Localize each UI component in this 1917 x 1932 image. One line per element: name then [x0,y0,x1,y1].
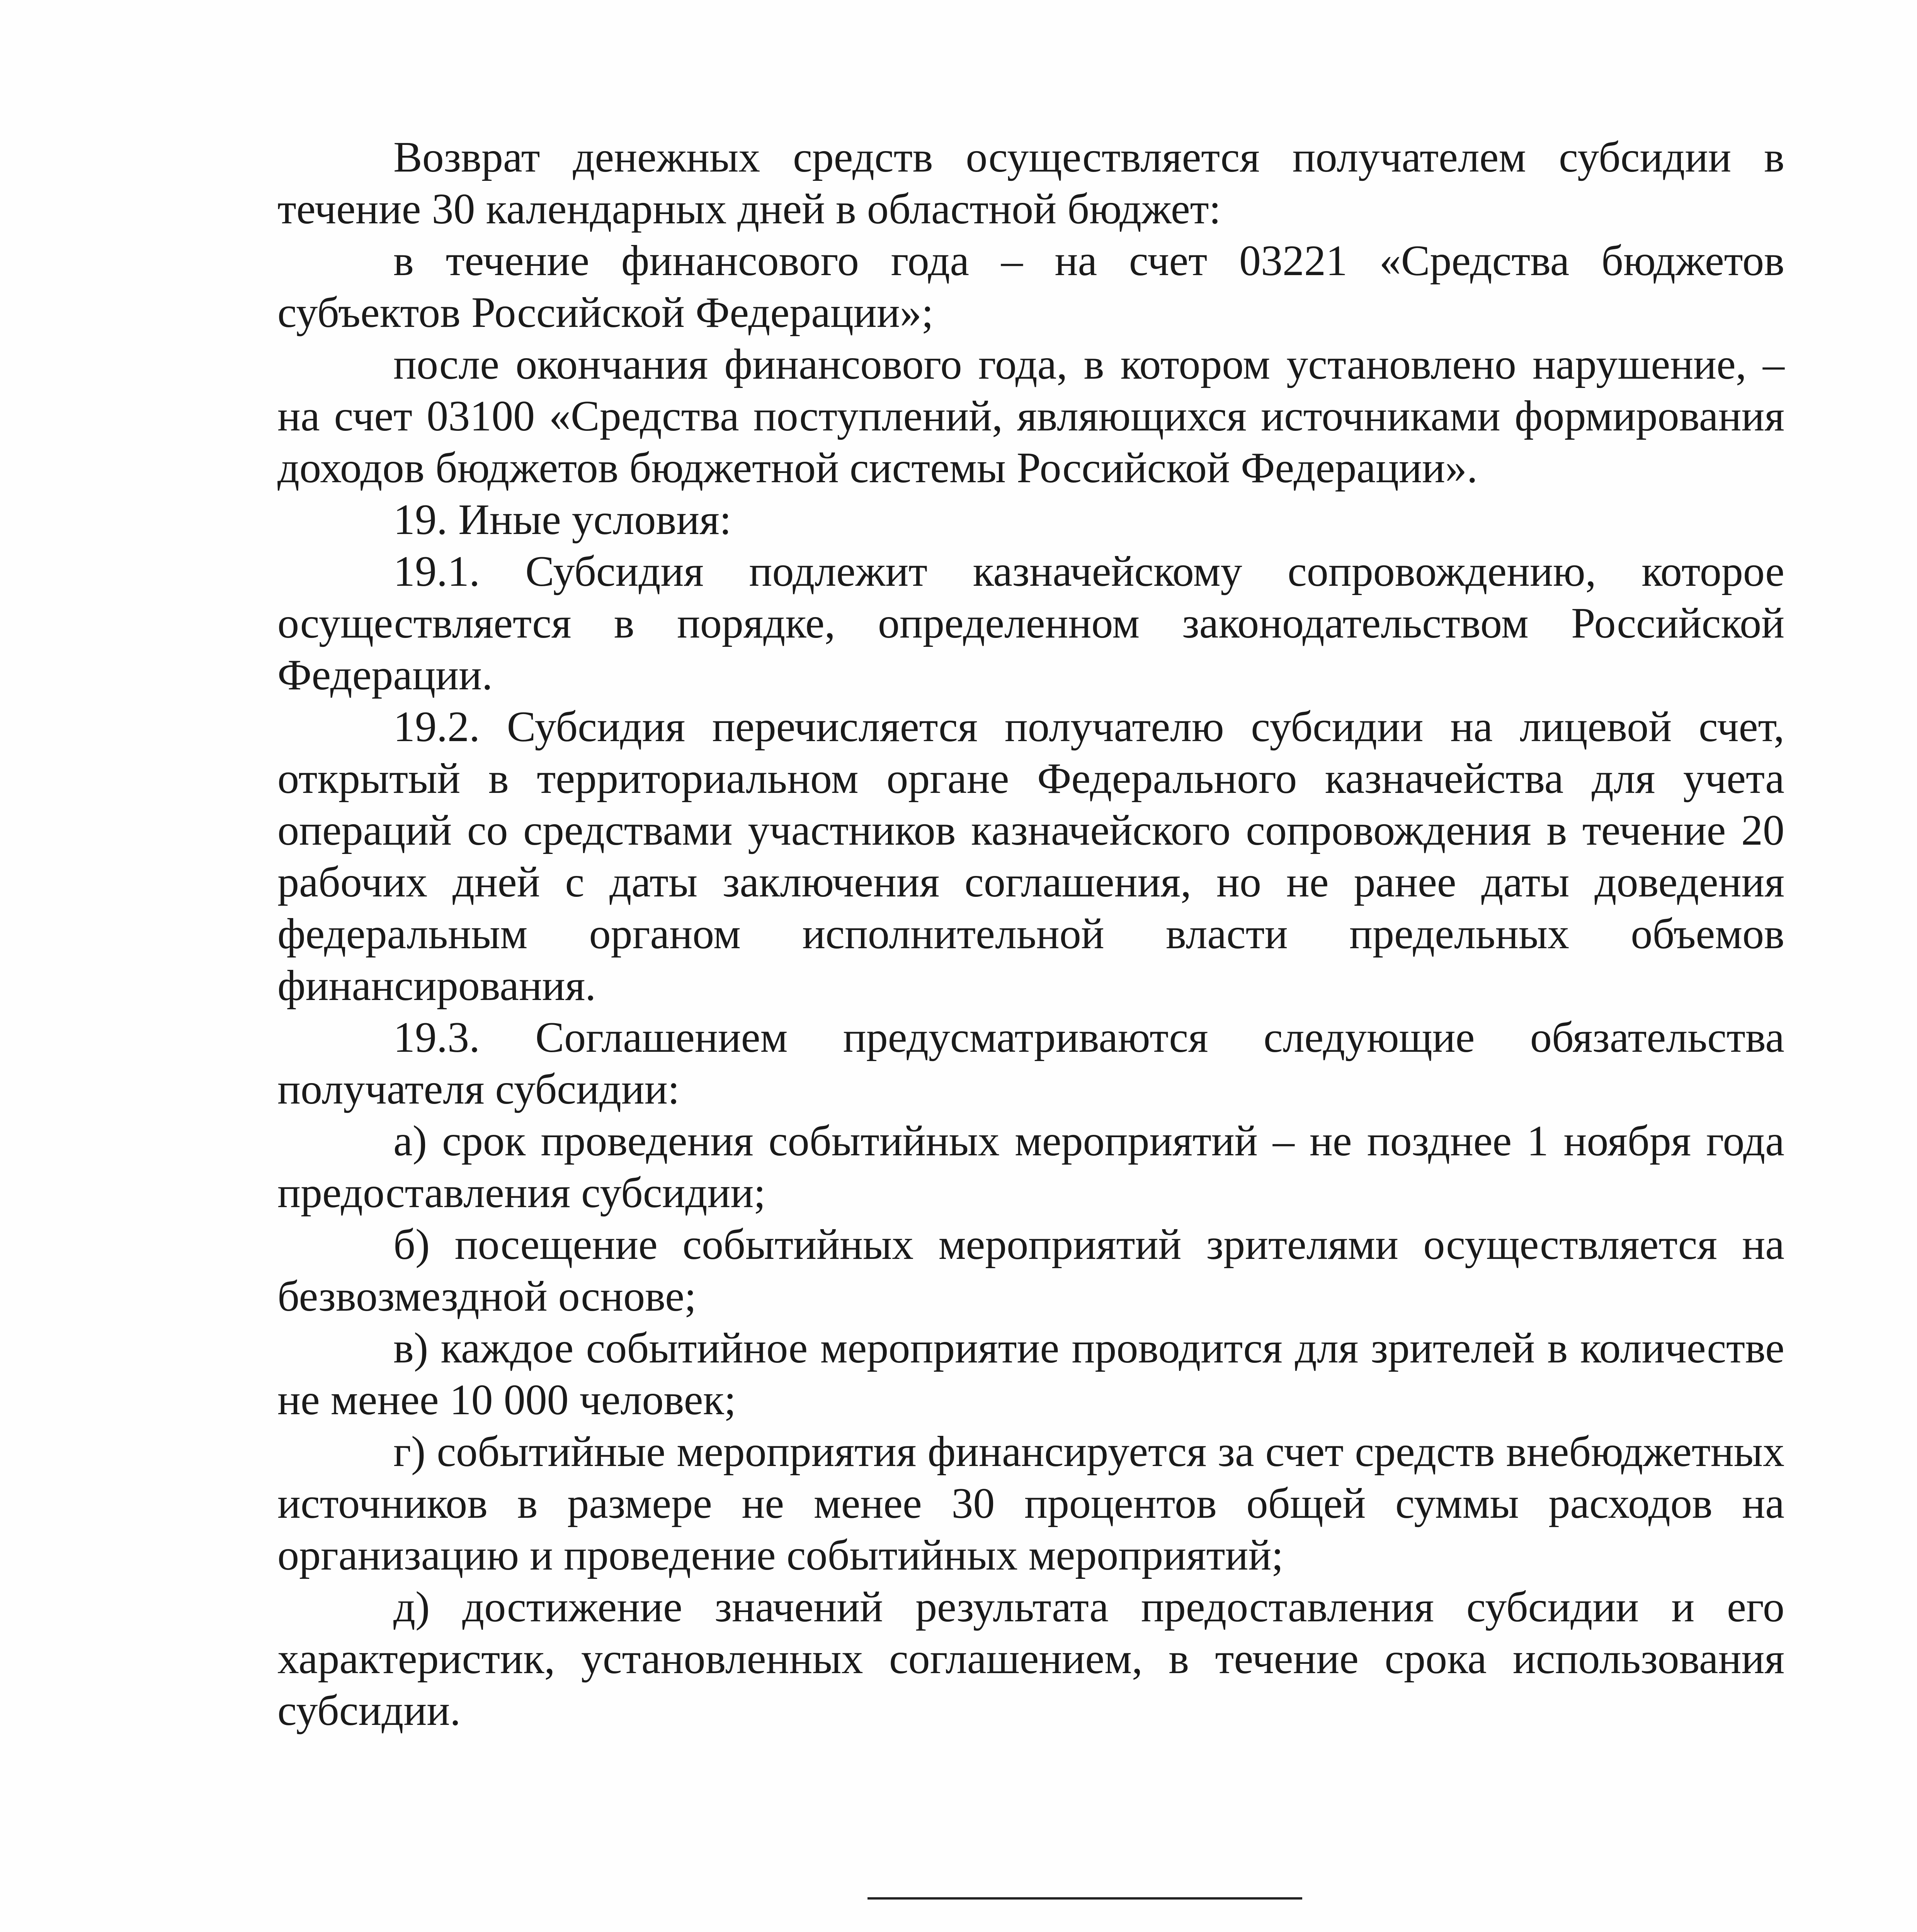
paragraph-19-2: 19.2. Субсидия перечисляется получателю субсидии на лицевой счет, открытый в территориальном органе Федерального казначейства для учета операций со средствами участников казначейского сопровождения в течение 20 рабочих дней с даты заключения соглашения, но не ранее даты доведения федеральным органом исполнительной власти предельных объемов финансирования. [277,703,1784,1010]
paragraph-refund-terms: Возврат денежных средств осуществляется получателем субсидии в течение 30 календарных дней в областной бюджет: [277,133,1784,233]
paragraph-account-03100: после окончания финансового года, в котором установлено нарушение, – на счет 03100 «Средства поступлений, являющихся источниками формирования доходов бюджетов бюджетной системы Российской Федерации». [277,340,1784,492]
paragraph-account-03221: в течение финансового года – на счет 03221 «Средства бюджетов субъектов Российской Федерации»; [277,237,1784,337]
list-item-a: а) срок проведения событийных мероприятий – не позднее 1 ноября года предоставления субсидии; [277,1117,1784,1217]
list-item-b: б) посещение событийных мероприятий зрителями осуществляется на безвозмездной основе; [277,1221,1784,1320]
list-item-v: в) каждое событийное мероприятие проводится для зрителей в количестве не менее 10 000 человек; [277,1324,1784,1424]
paragraph-19-3: 19.3. Соглашением предусматриваются следующие обязательства получателя субсидии: [277,1014,1784,1113]
paragraph-19-1: 19.1. Субсидия подлежит казначейскому сопровождению, которое осуществляется в порядке, определенном законодательством Российской Федерации. [277,548,1784,699]
list-item-d: д) достижение значений результата предоставления субсидии и его характеристик, установленных соглашением, в течение срока использования субсидии. [277,1583,1784,1735]
list-item-g: г) событийные мероприятия финансируется за счет средств внебюджетных источников в размере не менее 30 процентов общей суммы расходов на организацию и проведение событийных мероприятий; [277,1428,1784,1579]
document-body [277,131,1784,1736]
section-heading-19: 19. Иные условия: [393,496,731,544]
end-of-document-line [867,1897,1302,1900]
